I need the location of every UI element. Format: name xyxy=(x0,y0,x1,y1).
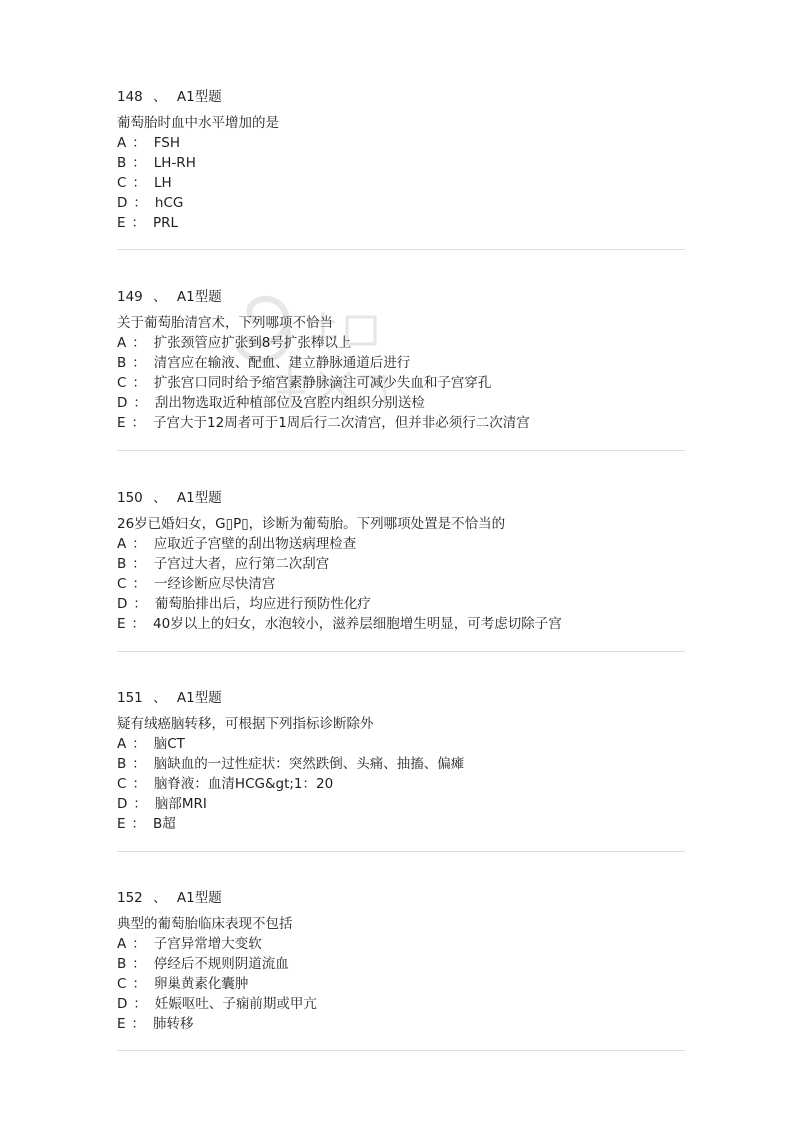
option-text: 脑CT xyxy=(153,736,185,752)
option-key: E xyxy=(117,1016,126,1032)
option-text: 应取近子宫壁的刮出物送病理检查 xyxy=(153,536,357,552)
option-e xyxy=(117,1014,685,1034)
option-key: B xyxy=(117,556,127,572)
question-type: A1型题 xyxy=(176,890,222,906)
option-b xyxy=(117,153,685,173)
question-header xyxy=(117,488,685,508)
option-key: A xyxy=(117,736,127,752)
option-key: D xyxy=(117,596,128,612)
option-key: C xyxy=(117,576,127,592)
option-text: 肺转移 xyxy=(153,1016,194,1032)
question-stem: 疑有绒癌脑转移，可根据下列指标诊断除外 xyxy=(117,716,374,732)
option-text: 停经后不规则阴道流血 xyxy=(153,956,289,972)
option-colon: ： xyxy=(132,776,146,792)
option-key: B xyxy=(117,155,127,171)
option-a xyxy=(117,734,685,754)
option-colon: ： xyxy=(131,616,146,632)
option-key: E xyxy=(117,616,126,632)
question-separator: 、 xyxy=(153,490,167,506)
option-key: A xyxy=(117,335,127,351)
option-b xyxy=(117,754,685,774)
question-header xyxy=(117,287,685,307)
option-d xyxy=(117,594,685,614)
question-block xyxy=(117,87,685,233)
option-text: 扩张颈管应扩张到8号扩张棒以上 xyxy=(153,335,352,351)
option-e xyxy=(117,814,685,834)
option-text: 40岁以上的妇女，水泡较小，滋养层细胞增生明显，可考虑切除子宫 xyxy=(153,616,562,632)
option-colon: ： xyxy=(132,155,146,171)
option-text: 清宫应在输液、配血、建立静脉通道后进行 xyxy=(153,355,411,371)
option-e xyxy=(117,614,685,634)
question-number: 148 xyxy=(117,89,143,105)
option-text: LH xyxy=(153,175,172,191)
option-key: E xyxy=(117,215,126,231)
option-colon: ： xyxy=(132,355,146,371)
option-text: 妊娠呕吐、子痫前期或甲亢 xyxy=(154,996,317,1012)
option-b xyxy=(117,353,685,373)
option-text: 刮出物选取近种植部位及宫腔内组织分别送检 xyxy=(154,395,425,411)
option-text: 脑部MRI xyxy=(154,796,207,812)
option-d xyxy=(117,794,685,814)
option-c xyxy=(117,173,685,193)
option-colon: ： xyxy=(131,816,146,832)
option-key: D xyxy=(117,395,128,411)
option-key: C xyxy=(117,375,127,391)
option-colon: ： xyxy=(132,335,146,351)
option-colon: ： xyxy=(132,736,146,752)
option-e xyxy=(117,413,685,433)
question-stem: 26岁已婚妇女，G▯P▯，诊断为葡萄胎。下列哪项处置是不恰当的 xyxy=(117,516,506,532)
option-key: D xyxy=(117,796,128,812)
option-key: C xyxy=(117,776,127,792)
option-key: C xyxy=(117,175,127,191)
option-text: hCG xyxy=(154,195,184,211)
question-separator: 、 xyxy=(153,890,167,906)
option-colon: ： xyxy=(132,756,146,772)
option-text: 子宫大于12周者可于1周后行二次清宫，但并非必须行二次清宫 xyxy=(153,415,530,431)
question-number: 150 xyxy=(117,490,143,506)
option-key: B xyxy=(117,956,127,972)
option-text: 子宫过大者，应行第二次刮宫 xyxy=(153,556,330,572)
question-separator: 、 xyxy=(153,690,167,706)
option-key: A xyxy=(117,536,127,552)
option-b xyxy=(117,554,685,574)
question-number: 151 xyxy=(117,690,143,706)
question-divider xyxy=(117,450,685,451)
option-a xyxy=(117,534,685,554)
option-colon: ： xyxy=(132,956,146,972)
option-colon: ： xyxy=(133,395,147,411)
question-number: 149 xyxy=(117,289,143,305)
question-divider xyxy=(117,1050,685,1051)
option-colon: ： xyxy=(132,175,146,191)
question-block xyxy=(117,888,685,1034)
question-number: 152 xyxy=(117,890,143,906)
option-colon: ： xyxy=(132,375,146,391)
question-block xyxy=(117,488,685,634)
option-text: 一经诊断应尽快清宫 xyxy=(153,576,276,592)
option-c xyxy=(117,974,685,994)
question-divider xyxy=(117,651,685,652)
question-type: A1型题 xyxy=(176,690,222,706)
option-colon: ： xyxy=(132,976,146,992)
option-key: B xyxy=(117,756,127,772)
option-text: 卵巢黄素化囊肿 xyxy=(153,976,249,992)
option-colon: ： xyxy=(131,1016,146,1032)
option-text: PRL xyxy=(153,215,179,231)
option-text: 葡萄胎排出后，均应进行预防性化疗 xyxy=(154,596,371,612)
option-key: E xyxy=(117,816,126,832)
question-block xyxy=(117,287,685,433)
option-key: A xyxy=(117,936,127,952)
question-header xyxy=(117,888,685,908)
question-block xyxy=(117,688,685,834)
question-separator: 、 xyxy=(153,289,167,305)
option-key: C xyxy=(117,976,127,992)
option-colon: ： xyxy=(132,576,146,592)
option-c xyxy=(117,774,685,794)
option-text: 扩张宫口同时给予缩宫素静脉滴注可减少失血和子宫穿孔 xyxy=(153,375,492,391)
option-text: 子宫异常增大变软 xyxy=(153,936,262,952)
question-header xyxy=(117,688,685,708)
option-colon: ： xyxy=(133,996,147,1012)
option-key: A xyxy=(117,135,127,151)
option-d xyxy=(117,994,685,1014)
question-stem: 关于葡萄胎清宫术，下列哪项不恰当 xyxy=(117,315,333,331)
option-text: B超 xyxy=(153,816,176,832)
option-colon: ： xyxy=(132,936,146,952)
option-text: 脑缺血的一过性症状：突然跌倒、头痛、抽搐、偏瘫 xyxy=(153,756,465,772)
option-key: B xyxy=(117,355,127,371)
option-d xyxy=(117,193,685,213)
option-c xyxy=(117,574,685,594)
option-text: FSH xyxy=(153,135,180,151)
option-colon: ： xyxy=(133,596,147,612)
question-type: A1型题 xyxy=(176,490,222,506)
option-a xyxy=(117,934,685,954)
question-type: A1型题 xyxy=(176,289,222,305)
option-colon: ： xyxy=(131,415,146,431)
option-b xyxy=(117,954,685,974)
question-stem: 葡萄胎时血中水平增加的是 xyxy=(117,115,279,131)
option-text: LH-RH xyxy=(153,155,196,171)
option-a xyxy=(117,133,685,153)
option-colon: ： xyxy=(133,796,147,812)
option-key: D xyxy=(117,195,128,211)
question-divider xyxy=(117,249,685,250)
option-key: D xyxy=(117,996,128,1012)
option-d xyxy=(117,393,685,413)
option-colon: ： xyxy=(132,536,146,552)
question-stem: 典型的葡萄胎临床表现不包括 xyxy=(117,916,293,932)
option-colon: ： xyxy=(132,556,146,572)
option-colon: ： xyxy=(131,215,146,231)
question-divider xyxy=(117,851,685,852)
question-type: A1型题 xyxy=(176,89,222,105)
option-key: E xyxy=(117,415,126,431)
option-c xyxy=(117,373,685,393)
option-e xyxy=(117,213,685,233)
option-text: 脑脊液：血清HCG&gt;1：20 xyxy=(153,776,334,792)
option-colon: ： xyxy=(133,195,147,211)
question-separator: 、 xyxy=(153,89,167,105)
option-colon: ： xyxy=(132,135,146,151)
option-a xyxy=(117,333,685,353)
question-header xyxy=(117,87,685,107)
